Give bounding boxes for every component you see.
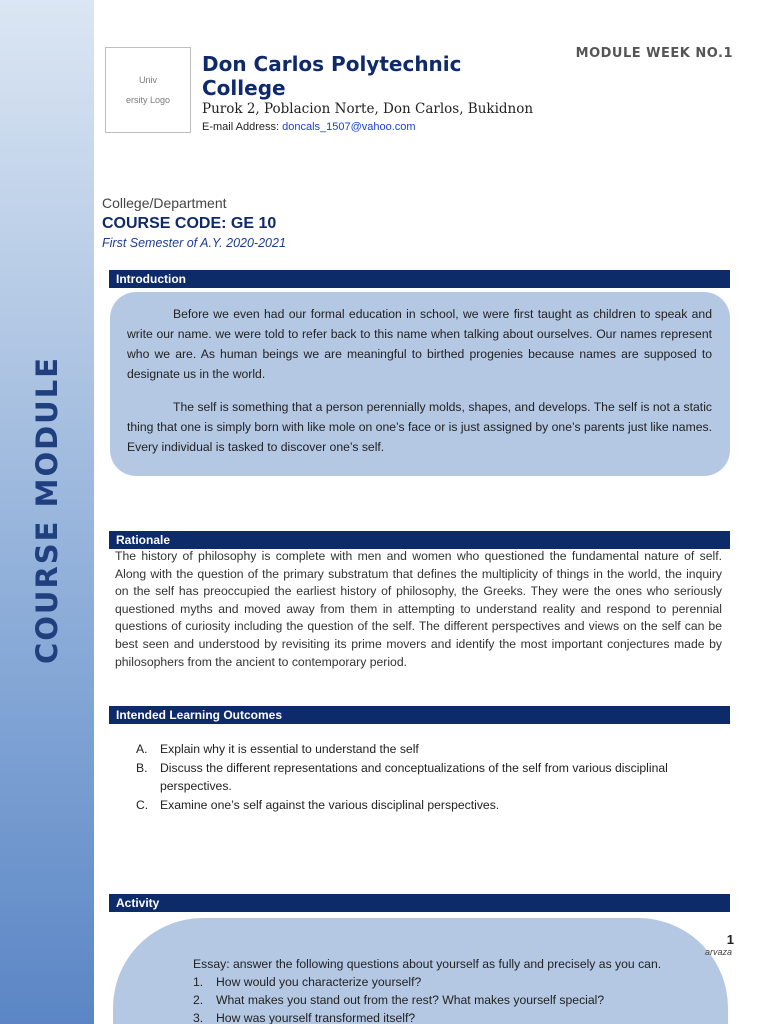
rationale-text: The history of philosophy is complete with men and women who questioned the fundamental nature of self. Along with the question of the primary substratum that defines the multiplicity of things in the world, the inquiry on the self has preoccupied the earliest history of philosophy, the Greeks. They were the ones who seriously questioned myths and moved away from them in attempting to understand reality and respond to perennial questions of curiosity including the question of the self. The different perspectives and views on the self can be best seen and understood by revisiting its prime movers and identify the most important conjectures made by philosophers from the ancient to contemporary period. xyxy=(115,549,722,669)
email-label: E-mail Address: xyxy=(202,121,283,133)
activity-questions xyxy=(193,973,713,1024)
question-item xyxy=(193,1009,713,1024)
author-fragment: arvaza xyxy=(704,947,732,957)
outcome-item xyxy=(136,740,726,759)
question-number: 3. xyxy=(193,1011,204,1024)
outcome-text: Explain why it is essential to understand the self xyxy=(160,742,419,756)
question-number: 1. xyxy=(193,975,204,989)
outcome-marker: C. xyxy=(136,797,149,812)
outcomes-header: Intended Learning Outcomes xyxy=(109,706,730,724)
logo-text-line2: ersity Logo xyxy=(125,95,171,105)
question-item xyxy=(193,973,713,991)
activity-content xyxy=(193,955,713,1024)
email-link[interactable]: doncals_1507@vahoo.com xyxy=(282,121,416,133)
question-text: How would you characterize yourself? xyxy=(216,975,422,989)
college-address: Purok 2, Poblacion Norte, Don Carlos, Bukidnon xyxy=(202,101,534,117)
outcome-marker: B. xyxy=(136,760,148,775)
sidebar-title: COURSE MODULE xyxy=(30,355,64,665)
outcomes-list xyxy=(136,740,726,814)
module-week-label: MODULE WEEK NO.1 xyxy=(575,46,733,61)
university-logo-placeholder xyxy=(105,47,191,133)
outcome-marker: A. xyxy=(136,742,148,756)
introduction-paragraph: Before we even had our formal education in school, we were first taught as children to speak and write our name. we were told to refer back to this name when talking about ourselves. Our names represent who we are. As human beings we are meaningful to birthed progenies because names are supposed to designate us in the world. xyxy=(127,307,712,381)
question-text: How was yourself transformed itself? xyxy=(216,1011,416,1024)
activity-instructions: Essay: answer the following questions about yourself as fully and precisely as you can. xyxy=(193,957,662,971)
question-item xyxy=(193,991,713,1009)
page-number: 1 xyxy=(726,932,734,947)
question-text: What makes you stand out from the rest? What makes yourself special? xyxy=(216,993,605,1007)
outcome-item xyxy=(136,796,726,815)
rationale-header: Rationale xyxy=(109,531,730,549)
introduction-paragraph: The self is something that a person perennially molds, shapes, and develops. The self is not a static thing that one is simply born with like mole on one’s face or is just assigned by one’s parents just like names. Every individual is tasked to discover one’s self. xyxy=(127,400,712,454)
introduction-box xyxy=(110,292,730,476)
question-number: 2. xyxy=(193,993,204,1007)
outcome-text: Discuss the different representations and conceptualizations of the self from various disciplinal perspectives. xyxy=(160,760,668,793)
outcome-item xyxy=(136,759,726,796)
email-line xyxy=(202,121,416,133)
course-code: COURSE CODE: GE 10 xyxy=(102,215,277,232)
outcome-text: Examine one’s self against the various disciplinal perspectives. xyxy=(160,797,500,812)
department-label: College/Department xyxy=(102,195,227,211)
logo-text-line1: Univ xyxy=(138,75,157,85)
activity-header: Activity xyxy=(109,894,730,912)
introduction-header: Introduction xyxy=(109,270,730,288)
semester-label: First Semester of A.Y. 2020-2021 xyxy=(102,236,286,250)
college-name: Don Carlos Polytechnic College xyxy=(202,52,462,100)
sidebar-band xyxy=(0,0,94,1024)
